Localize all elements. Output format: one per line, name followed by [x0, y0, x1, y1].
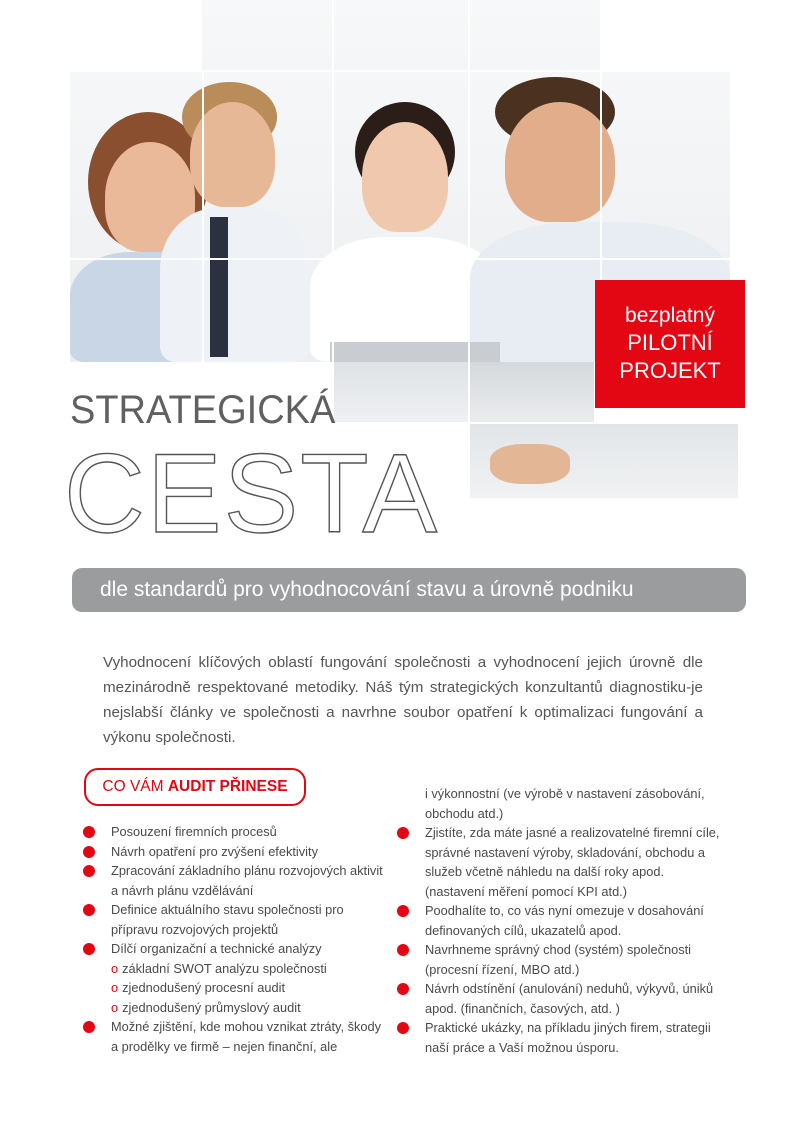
intro-paragraph: Vyhodnocení klíčových oblastí fungování společnosti a vyhodnocení jejich úrovně dle mezinárodně respektované metodiky. Náš tým strategických konzultantů diagnostiku-je nejslabší články ve společnosti a navrhne soubor opatření k optimalizaci fungování a výkonu společnosti.: [103, 654, 703, 746]
list-item: Možné zjištění, kde mohou vznikat ztráty, škody a prodělky ve firmě – nejen finanční, ale: [111, 1017, 386, 1056]
title-strategic: STRATEGICKÁ: [70, 388, 336, 432]
section-label-prefix: CO VÁM: [102, 778, 168, 795]
list-item: Zjistíte, zda máte jasné a realizovatelné firemní cíle, správné nastavení výroby, skladování, obchodu a služeb včetně náhledu na další roky apod. (nastavení měření pomocí KPI atd.): [425, 823, 725, 901]
bullet-icon: [83, 1021, 95, 1033]
list-item: Praktické ukázky, na příkladu jiných firem, strategii naší práce a Vaší možnou úsporu.: [425, 1018, 725, 1057]
badge-line-free: bezplatný: [625, 304, 715, 327]
subtitle-banner: dle standardů pro vyhodnocování stavu a úrovně podniku: [72, 568, 746, 612]
photo-tile: [470, 0, 600, 70]
bullet-icon: [397, 983, 409, 995]
bullet-icon: [397, 827, 409, 839]
list-item: Navrhneme správný chod (systém) společnosti (procesní řízení, MBO atd.): [425, 940, 725, 979]
sub-item: o zjednodušený procesní audit: [111, 980, 286, 995]
benefits-list-left: [111, 822, 386, 1056]
grid-line: [600, 72, 602, 280]
section-label-audit: [84, 768, 306, 806]
bullet-icon: [83, 904, 95, 916]
grid-line: [70, 258, 730, 260]
bullet-icon: [397, 905, 409, 917]
sub-marker-icon: o: [111, 980, 119, 995]
list-item: Návrh odstínění (anulování) neduhů, výkyvů, úniků apod. (finančních, časových, atd. ): [425, 979, 725, 1018]
list-continuation: i výkonnostní (ve výrobě v nastavení zásobování, obchodu atd.): [425, 786, 705, 821]
sub-marker-icon: o: [111, 999, 119, 1015]
photo-tile: [202, 0, 332, 70]
section-label-bold: AUDIT PŘINESE: [167, 778, 288, 795]
sub-item: o zjednodušený průmyslový audit: [111, 999, 301, 1015]
list-item: Zpracování základního plánu rozvojových aktivit a návrh plánu vzdělávání: [111, 861, 386, 900]
bullet-icon: [397, 1022, 409, 1034]
photo-tile: [334, 362, 468, 422]
badge-line-pilot: PILOTNÍ: [627, 330, 713, 355]
bullet-icon: [83, 826, 95, 838]
title-path: CESTA: [64, 431, 440, 556]
photo-tile: [470, 424, 738, 498]
list-item: Poodhalíte to, co vás nyní omezuje v dosahování definovaných cílů, ukazatelů apod.: [425, 901, 725, 940]
bullet-icon: [83, 865, 95, 877]
photo-tile: [334, 0, 468, 70]
photo-tile: [470, 362, 594, 422]
list-item: Definice aktuálního stavu společnosti pro přípravu rozvojových projektů: [111, 900, 386, 939]
pilot-project-badge: [595, 280, 745, 408]
sub-marker-icon: o: [111, 960, 119, 976]
grid-line: [468, 72, 470, 362]
grid-line: [202, 72, 204, 362]
bullet-icon: [397, 944, 409, 956]
list-item: Dílčí organizační a technické analýzy o základní SWOT analýzu společnosti o zjednodušený procesní audit o zjednodušený průmyslový audit: [111, 939, 386, 1017]
bullet-icon: [83, 943, 95, 955]
sub-item: o základní SWOT analýzu společnosti: [111, 960, 327, 976]
benefits-list-right: [425, 823, 725, 1057]
badge-line-project: PROJEKT: [619, 358, 721, 383]
grid-line: [332, 72, 334, 362]
bullet-icon: [83, 846, 95, 858]
list-item: Posouzení firemních procesů: [111, 822, 386, 842]
list-item: Návrh opatření pro zvýšení efektivity: [111, 842, 386, 862]
